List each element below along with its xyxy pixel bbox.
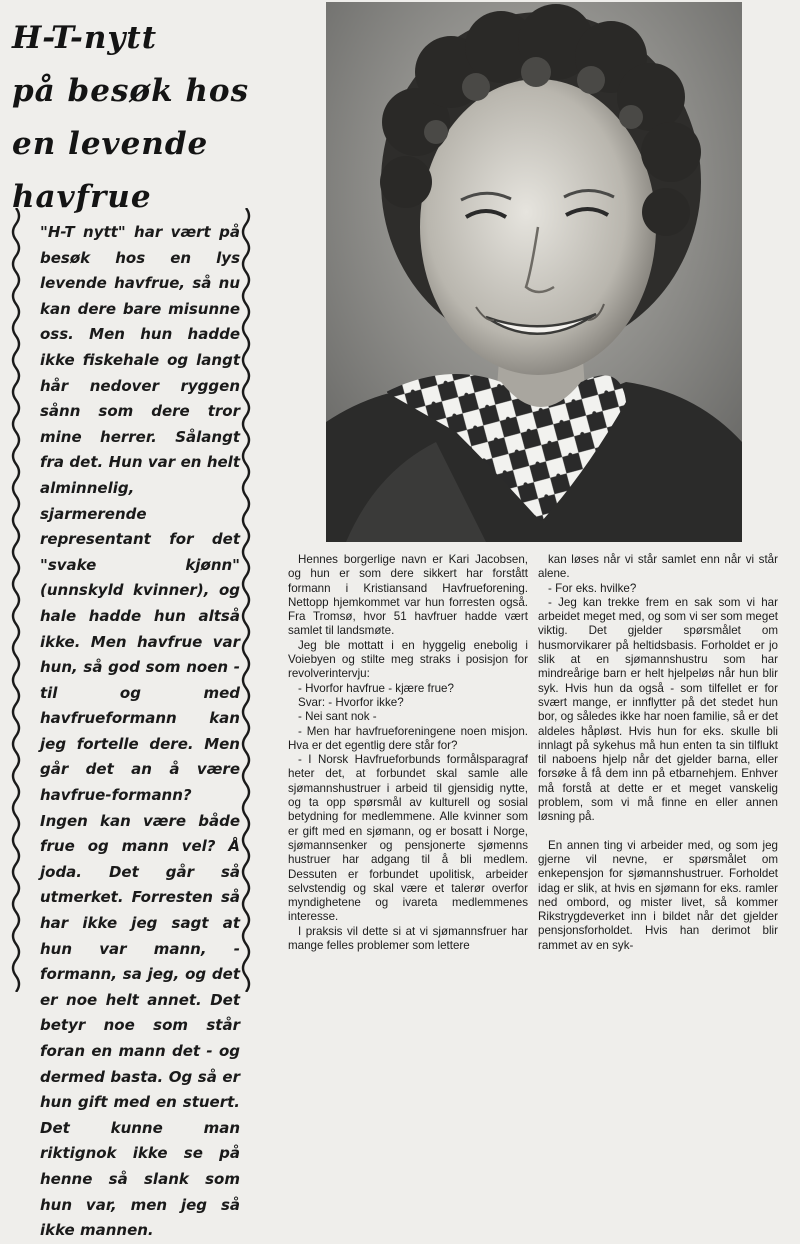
headline-line-2: på besøk hos	[12, 73, 250, 109]
headline-line-3: en levende	[12, 126, 209, 162]
headline-line-4: havfrue	[12, 179, 152, 215]
left-paragraph: I praksis vil dette si at vi sjømannsfruer har mange felles problemer som lettere	[288, 924, 528, 953]
headline	[12, 12, 312, 224]
left-paragraph: - Men har havfrueforeningene noen misjon. Hva er det egentlig dere står for?	[288, 724, 528, 752]
right-paragraph: - Jeg kan trekke frem en sak som vi har arbeidet meget med, og som vi ser som meget viktig. Det gjelder spørsmålet om husmorvikarer på heltidsbasis. Forholdet er jo slik at en sjømannshustru som har mindreårige barn er helt hjelpeløs når hun blir syk. Hvis hun da også - som tilfellet er for svært mange, er innflytter på det stedet hun bor, og således ikke har noen familie, så er det aldeles håpløst. Hvis hun for eks. skulle bli innlagt på sykehus må hun enten ta sin tilflukt til naboens hjelp når det gjelder barna, eller forsøke å få dem inn på etbarnehjem. Enhver må forstå at dette er et meget vanskelig problem, som vi må finne en eller annen løsning på.	[538, 595, 778, 824]
portrait-image	[326, 2, 742, 542]
left-paragraph: - Nei sant nok -	[298, 710, 377, 724]
left-paragraph: Jeg ble mottatt i en hyggelig enebolig i Voiebyen og stilte meg straks i posisjon for revolverintervju:	[288, 638, 528, 681]
intro-paragraph: "H-T nytt" har vært på besøk hos en lys levende havfrue, så nu kan dere bare misunne oss. Men hun hadde ikke fiskehale og langt hår nedover ryggen sånn som dere tror mine herrer. Sålangt fra det. Hun var en helt alminnelig, sjarmerende representant for det "svake kjønn" (unnskyld kvinner), og hale hadde hun altså ikke. Men havfrue var hun, så god som noen - til og med havfrueformann kan jeg fortelle dere. Men går det an å være havfrue-formann? Ingen kan være både frue og mann vel? Å joda. Det går så utmerket. Forresten så har ikke jeg sagt at hun var mann, - formann, sa jeg, og det er noe helt annet. Det betyr noe som står foran en mann det - og dermed basta. Og så er hun gift med en stuert. Det kunne man riktignok ikke se på henne så slank som hun var, men jeg så ikke mannen.	[40, 223, 240, 1240]
left-paragraph: Svar: - Hvorfor ikke?	[298, 695, 404, 709]
article-column-left	[288, 553, 528, 1009]
headline-line-1: H-T-nytt	[12, 20, 158, 56]
right-paragraph: - For eks. hvilke?	[548, 581, 637, 595]
article-column-right	[538, 553, 778, 1009]
left-paragraph: - I Norsk Havfrueforbunds formålsparagraf heter det, at forbundet skal samle alle sjømannshustruer i arbeid til gjensidig nytte, og ta opp spørsmål av kulturell og sosial betydning for medlemmene. Alle kvinner som er gift med en sjømann, og er bosatt i Norge, sjømannsenker og pensjonerte sjømenns hustruer har adgang til å bli medlem. Dessuten er forbundet upolitisk, arbeider selvstendig og skal være et talerør overfor myndighetene og ivareta medlemmenes interesse.	[288, 753, 528, 924]
right-paragraph: kan løses når vi står samlet enn når vi står alene.	[538, 553, 778, 581]
right-paragraph: En annen ting vi arbeider med, og som jeg gjerne vil nevne, er spørsmålet om enkepensjon for sjømannshustruer. Forholdet idag er slik, at hvis en sjømann for eks. ramler ned ombord, og mister livet, så kommer Rikstrygdeverket inn i bildet når det gjelder pensjonsforholdet. Hvis han derimot blir rammet av en syk-	[538, 838, 778, 952]
left-paragraph: - Hvorfor havfrue - kjære frue?	[298, 681, 454, 695]
left-paragraph: Hennes borgerlige navn er Kari Jacobsen, og hun er som dere sikkert har forstått formann i Kristiansand Havfrueforening. Nettopp hjemkommet var hun forresten også. Fra Tromsø, hvor 51 havfruer hadde vært samlet til landsmøte.	[288, 553, 528, 638]
portrait-photo	[326, 2, 742, 542]
intro-text	[40, 220, 240, 1244]
